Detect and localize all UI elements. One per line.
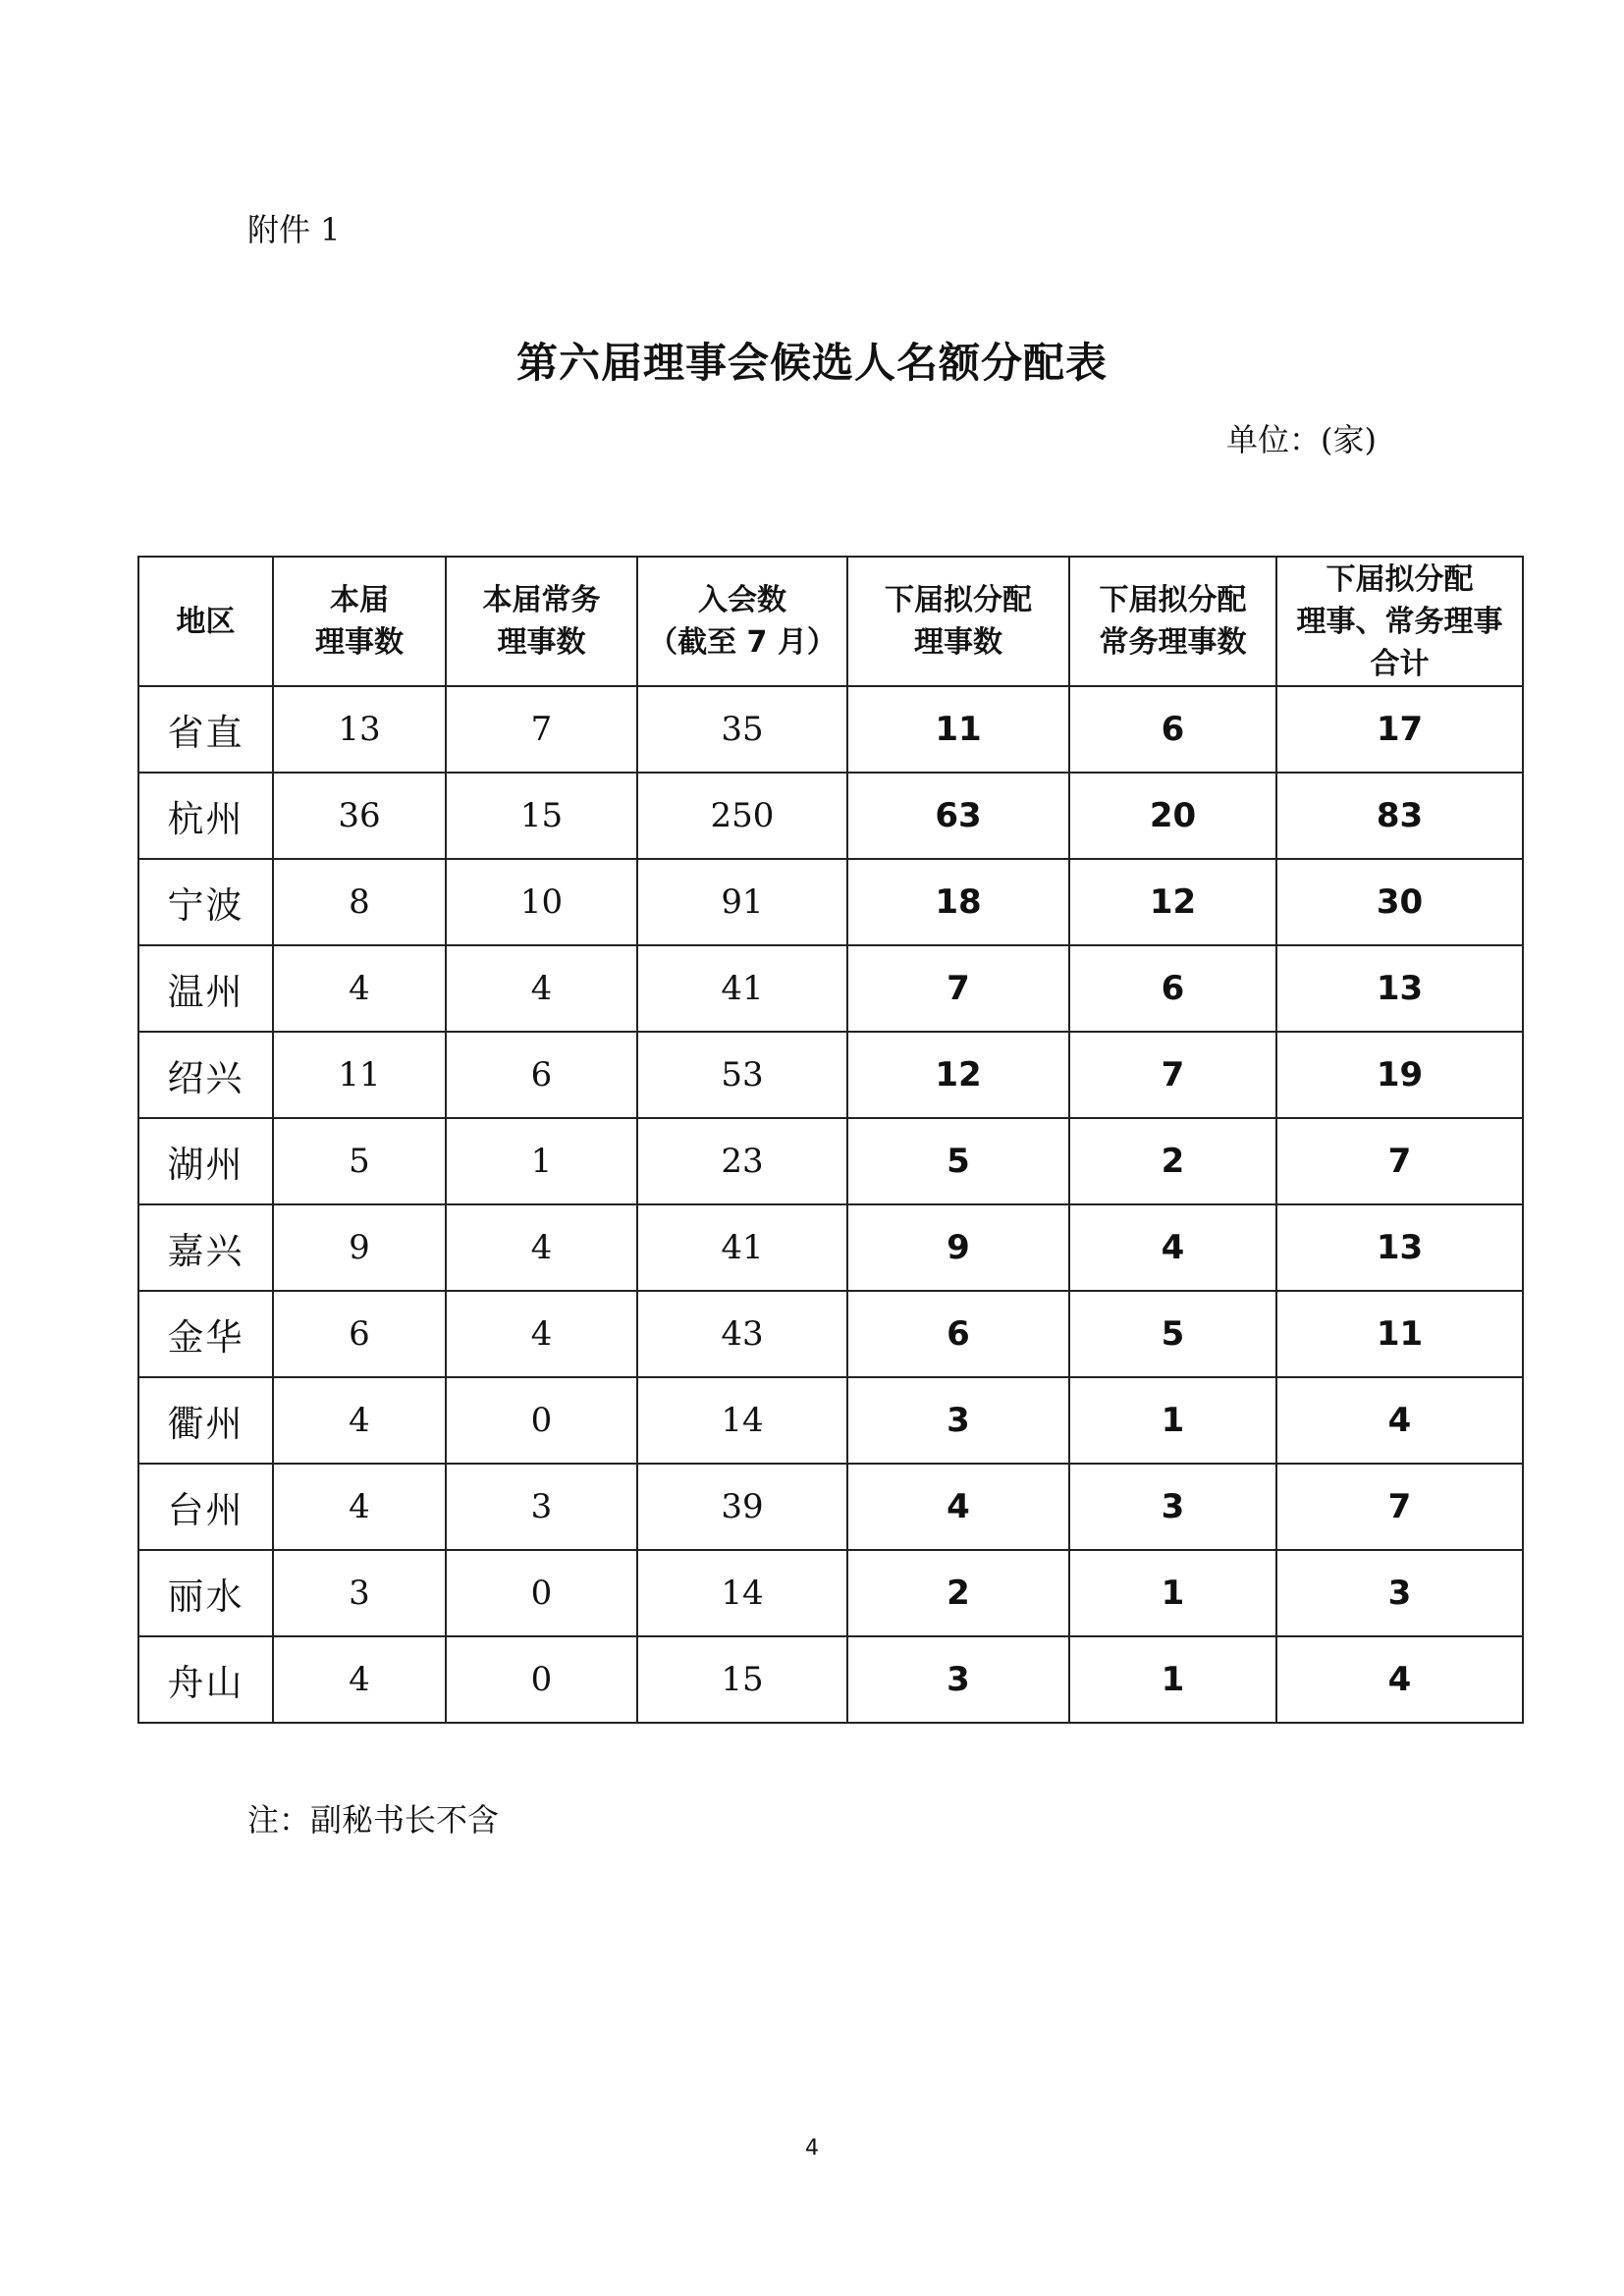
cell-current-standing-directors: 6	[446, 1032, 637, 1118]
table-row	[138, 1204, 1523, 1291]
cell-next-directors: 2	[847, 1550, 1069, 1636]
cell-next-standing-directors: 7	[1069, 1032, 1276, 1118]
cell-region: 绍兴	[138, 1032, 273, 1118]
cell-current-directors: 4	[273, 1377, 446, 1464]
header-next-directors	[847, 557, 1069, 686]
cell-members-joined: 53	[637, 1032, 847, 1118]
header-region	[138, 557, 273, 686]
cell-region: 湖州	[138, 1118, 273, 1204]
cell-current-standing-directors: 4	[446, 945, 637, 1032]
cell-next-total: 4	[1276, 1636, 1523, 1723]
cell-current-directors: 9	[273, 1204, 446, 1291]
cell-members-joined: 15	[637, 1636, 847, 1723]
cell-current-directors: 36	[273, 773, 446, 859]
cell-next-directors: 7	[847, 945, 1069, 1032]
header-line: 入会数	[698, 583, 786, 617]
cell-next-directors: 5	[847, 1118, 1069, 1204]
cell-next-total: 7	[1276, 1118, 1523, 1204]
cell-current-standing-directors: 4	[446, 1204, 637, 1291]
cell-current-standing-directors: 3	[446, 1464, 637, 1550]
cell-next-standing-directors: 2	[1069, 1118, 1276, 1204]
cell-next-total: 7	[1276, 1464, 1523, 1550]
cell-current-directors: 4	[273, 1464, 446, 1550]
cell-current-directors: 13	[273, 686, 446, 773]
header-current-directors	[273, 557, 446, 686]
footnote: 注：副秘书长不含	[247, 1801, 500, 1839]
cell-next-total: 13	[1276, 945, 1523, 1032]
cell-next-total: 13	[1276, 1204, 1523, 1291]
cell-region: 台州	[138, 1464, 273, 1550]
cell-next-total: 11	[1276, 1291, 1523, 1377]
header-line: 本届	[330, 583, 389, 617]
header-line: 理事数	[914, 625, 1002, 660]
cell-current-standing-directors: 0	[446, 1550, 637, 1636]
cell-region: 杭州	[138, 773, 273, 859]
table-row	[138, 1464, 1523, 1550]
allocation-table	[137, 556, 1524, 1724]
table-row	[138, 1032, 1523, 1118]
cell-current-directors: 5	[273, 1118, 446, 1204]
cell-region: 省直	[138, 686, 273, 773]
cell-next-directors: 11	[847, 686, 1069, 773]
cell-region: 丽水	[138, 1550, 273, 1636]
cell-next-standing-directors: 5	[1069, 1291, 1276, 1377]
cell-region: 宁波	[138, 859, 273, 945]
table-row	[138, 859, 1523, 945]
cell-next-standing-directors: 1	[1069, 1550, 1276, 1636]
cell-current-standing-directors: 7	[446, 686, 637, 773]
header-line: 本届常务	[482, 583, 601, 617]
cell-current-directors: 6	[273, 1291, 446, 1377]
cell-current-directors: 4	[273, 945, 446, 1032]
cell-members-joined: 14	[637, 1550, 847, 1636]
table-row	[138, 1636, 1523, 1723]
attachment-label: 附件 1	[247, 211, 341, 248]
header-line: 常务理事数	[1099, 625, 1247, 660]
cell-next-total: 19	[1276, 1032, 1523, 1118]
cell-next-standing-directors: 4	[1069, 1204, 1276, 1291]
cell-region: 舟山	[138, 1636, 273, 1723]
table-row	[138, 1550, 1523, 1636]
cell-next-directors: 6	[847, 1291, 1069, 1377]
page-title: 第六届理事会候选人名额分配表	[515, 339, 1108, 387]
table-header-row	[138, 557, 1523, 686]
cell-next-standing-directors: 1	[1069, 1377, 1276, 1464]
cell-region: 衢州	[138, 1377, 273, 1464]
cell-next-standing-directors: 20	[1069, 773, 1276, 859]
cell-current-standing-directors: 10	[446, 859, 637, 945]
cell-members-joined: 23	[637, 1118, 847, 1204]
header-line: 理事、常务理事	[1296, 604, 1503, 639]
header-line: （截至 7 月）	[648, 625, 837, 660]
table-row	[138, 773, 1523, 859]
header-line: 下届拟分配	[1099, 583, 1247, 617]
cell-members-joined: 41	[637, 1204, 847, 1291]
cell-next-directors: 18	[847, 859, 1069, 945]
cell-current-standing-directors: 1	[446, 1118, 637, 1204]
table-row	[138, 1118, 1523, 1204]
cell-next-standing-directors: 6	[1069, 686, 1276, 773]
cell-current-directors: 8	[273, 859, 446, 945]
header-line: 下届拟分配	[1326, 561, 1474, 597]
header-line: 理事数	[497, 625, 586, 660]
cell-next-total: 83	[1276, 773, 1523, 859]
header-current-standing-directors	[446, 557, 637, 686]
cell-members-joined: 91	[637, 859, 847, 945]
cell-next-directors: 9	[847, 1204, 1069, 1291]
table-row	[138, 1291, 1523, 1377]
cell-next-standing-directors: 12	[1069, 859, 1276, 945]
header-line: 地区	[176, 604, 236, 639]
cell-next-directors: 63	[847, 773, 1069, 859]
page-number: 4	[805, 2136, 819, 2161]
table-row	[138, 1377, 1523, 1464]
header-line: 合计	[1370, 646, 1430, 681]
header-next-standing-directors	[1069, 557, 1276, 686]
cell-next-directors: 3	[847, 1636, 1069, 1723]
cell-next-total: 3	[1276, 1550, 1523, 1636]
cell-members-joined: 35	[637, 686, 847, 773]
cell-region: 嘉兴	[138, 1204, 273, 1291]
header-next-total	[1276, 557, 1523, 686]
header-line: 下届拟分配	[885, 583, 1032, 617]
header-line: 理事数	[315, 625, 404, 660]
cell-next-total: 17	[1276, 686, 1523, 773]
cell-current-directors: 3	[273, 1550, 446, 1636]
cell-region: 金华	[138, 1291, 273, 1377]
cell-members-joined: 39	[637, 1464, 847, 1550]
table-row	[138, 945, 1523, 1032]
cell-members-joined: 43	[637, 1291, 847, 1377]
cell-current-standing-directors: 0	[446, 1377, 637, 1464]
unit-label: 单位：(家)	[1226, 421, 1377, 458]
cell-next-directors: 12	[847, 1032, 1069, 1118]
cell-current-standing-directors: 0	[446, 1636, 637, 1723]
cell-current-directors: 4	[273, 1636, 446, 1723]
header-members-joined	[637, 557, 847, 686]
table-row	[138, 686, 1523, 773]
cell-current-directors: 11	[273, 1032, 446, 1118]
cell-members-joined: 41	[637, 945, 847, 1032]
cell-next-directors: 3	[847, 1377, 1069, 1464]
cell-members-joined: 250	[637, 773, 847, 859]
cell-current-standing-directors: 4	[446, 1291, 637, 1377]
cell-next-directors: 4	[847, 1464, 1069, 1550]
table-body	[138, 686, 1523, 1723]
cell-next-standing-directors: 6	[1069, 945, 1276, 1032]
cell-current-standing-directors: 15	[446, 773, 637, 859]
cell-next-total: 4	[1276, 1377, 1523, 1464]
cell-next-total: 30	[1276, 859, 1523, 945]
cell-members-joined: 14	[637, 1377, 847, 1464]
cell-next-standing-directors: 1	[1069, 1636, 1276, 1723]
cell-region: 温州	[138, 945, 273, 1032]
cell-next-standing-directors: 3	[1069, 1464, 1276, 1550]
